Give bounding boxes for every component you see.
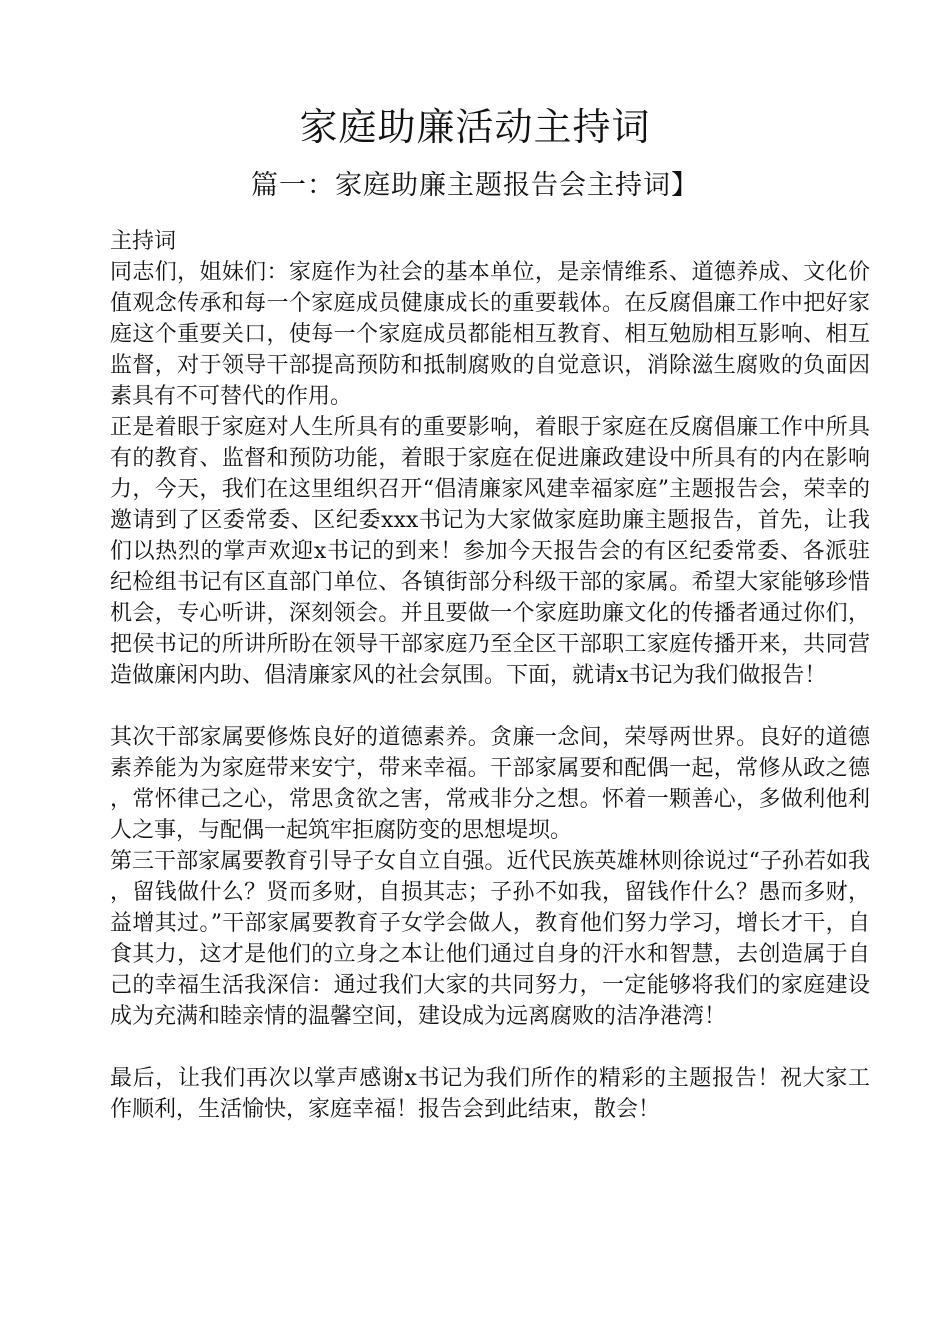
paragraph-spacer xyxy=(110,691,870,722)
paragraph: 最后，让我们再次以掌声感谢x书记为我们所作的精彩的主题报告！祝大家工作顺利，生活愉快，家庭幸福！报告会到此结束，散会！ xyxy=(110,1066,870,1122)
paragraph-spacer xyxy=(110,1032,870,1063)
paragraph: 正是着眼于家庭对人生所具有的重要影响，着眼于家庭在反腐倡廉工作中所具有的教育、监督和预防功能，着眼于家庭在促进廉政建设中所具有的内在影响力，今天，我们在这里组织召开“倡清廉家风建幸福家庭”主题报告会，荣幸的邀请到了区委常委、区纪委xxx书记为大家做家庭助廉主题报告，首先，让我们以热烈的掌声欢迎x书记的到来！参加今天报告会的有区纪委常委、各派驻纪检组书记有区直部门单位、各镇街部分科级干部的家属。希望大家能够珍惜机会，专心听讲，深刻领会。并且要做一个家庭助廉文化的传播者通过你们，把侯书记的所讲所盼在领导干部家庭乃至全区干部职工家庭传播开来，共同营造做廉闲内助、倡清廉家风的社会氛围。下面，就请x书记为我们做报告！ xyxy=(110,415,870,688)
document-title: 家庭助廉活动主持词 xyxy=(299,105,651,149)
paragraph: 其次干部家属要修炼良好的道德素养。贪廉一念间，荣辱两世界。良好的道德素养能为为家庭带来安宁，带来幸福。干部家属要和配偶一起，常修从政之德，常怀律己之心，常思贪欲之害，常戒非分之想。怀着一颗善心，多做利他利人之事，与配偶一起筑牢拒腐防变的思想堤坝。 xyxy=(110,725,870,843)
document-subtitle: 篇一：家庭助廉主题报告会主持词】 xyxy=(251,170,699,201)
paragraph-heading: 主持词 xyxy=(110,229,177,254)
paragraph: 同志们，姐妹们：家庭作为社会的基本单位，是亲情维系、道德养成、文化价值观念传承和每一个家庭成员健康成长的重要载体。在反腐倡廉工作中把好家庭这个重要关口，使每一个家庭成员都能相互教育、相互勉励相互影响、相互监督，对于领导干部提高预防和抵制腐败的自觉意识，消除滋生腐败的负面因素具有不可替代的作用。 xyxy=(110,260,870,409)
paragraph: 第三干部家属要教育引导子女自立自强。近代民族英雄林则徐说过“子孙若如我，留钱做什么？贤而多财，自损其志；子孙不如我，留钱作什么？愚而多财，益增其过。”干部家属要教育子女学会做人，教育他们努力学习，增长才干，自食其力，这才是他们的立身之本让他们通过自身的汗水和智慧，去创造属于自己的幸福生活我深信：通过我们大家的共同努力，一定能够将我们的家庭建设成为充满和睦亲情的温馨空间，建设成为远离腐败的洁净港湾！ xyxy=(110,849,870,1029)
document-body xyxy=(110,226,870,1125)
